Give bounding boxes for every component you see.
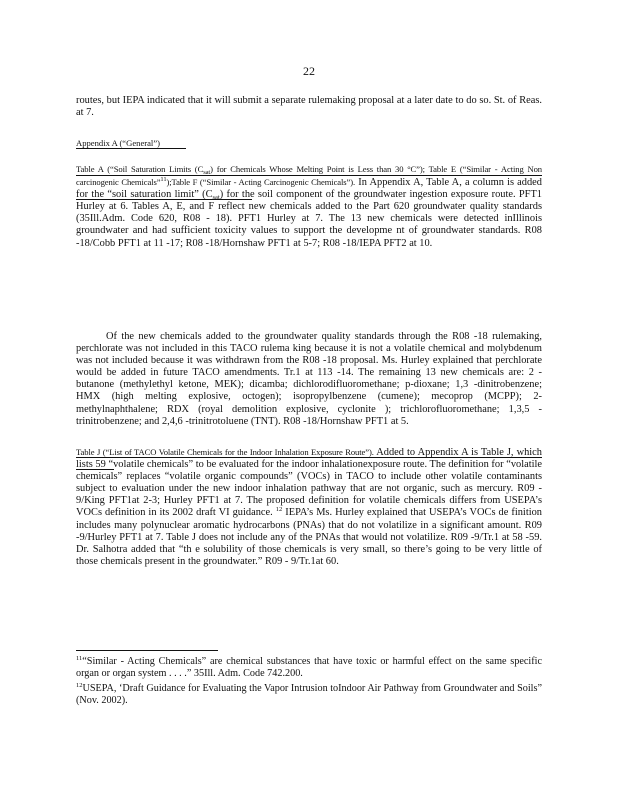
table-a-title-underline-2 (76, 199, 252, 200)
paragraph-new-chemicals: Of the new chemicals added to the groundwater quality standards through the R08 -18 rulemaking, perchlorate was not included in this TACO rulema king because it is not a volatile chemical and molybdenum was not included because it was withdrawn from the R08 -18 proposal. Ms. Hurley explained that perchlorate would be added in future TACO amendments. Tr.1 at 113 -14. The remaining 13 new chemicals are: 2 -butanone (methylethyl ketone, MEK); dicamba; dichlorodifluoromethane; p-dioxane; 1,3 -dinitrobenzene; HMX (high melting explosive, octogen); isopropylbenzene (cumene); mecoprop (MCPP); 2-methylnaphthalene; RDX (royal demolition explosive, cyclonite ); trichlorofluoromethane; 1,3,5 -trinitrobenzene; and 2,4,6 -trinitrotoluene (TNT). R08 -18/Hornshaw PFT1 at 5. (76, 331, 542, 427)
table-j-title-underline-1 (76, 457, 542, 458)
footnote-11 (76, 656, 542, 679)
footnote-12-mark: 12 (76, 682, 83, 689)
appendix-a-heading (76, 138, 160, 148)
footnote-12-text: USEPA, ‘Draft Guidance for Evaluating the Vapor Intrusion toIndoor Air Pathway from Groundwater and Soils” (Nov. 2002). (76, 683, 542, 706)
table-a-text-part2: ) for the soil component of the groundwater ingestion exposure route. PFT1 Hurley at 6. Tables A, E, and F reflect new chemicals added to the Part 620 groundwater quality standards (35Ill.Adm. Code 620, R08 - 18). PFT1 Hurley at 7. The 13 new chemicals were detected inIllinois groundwater and had sufficient toxicity values to support the developme nt of groundwater standards. R08 -18/Cobb PFT1 at 11 -17; R08 -18/Hornshaw PFT1 at 5-7; R08 -18/IEPA PFT2 at 10. (76, 189, 542, 249)
table-j-text-part1: Added to Appendix A is Table J, which lists 59 “volatile chemicals” to be evaluated for the indoor inhalationexposure route. The definition for “volatile chemicals” replaces “volatile organic compounds” (VOCs) in TACO to include other volatile contaminants subject to evaluation under the new indoor inhalation pathway that are not organic, such as mercury. R09 - 9/King PFT1at 2-3; Hurley PFT1 at 7. The proposed definition for volatile chemicals differs from USEPA’s VOCs definition in its 2002 draft VI guidance. (76, 447, 542, 519)
footnote-11-mark: 11 (76, 655, 83, 662)
appendix-a-underline (76, 148, 186, 149)
appendix-a-heading-text: Appendix A (“General”) (76, 138, 160, 148)
table-j-text-part2: IEPA’s Ms. Hurley explained that USEPA’s VOCs de finition includes many polynuclear aromatic hydrocarbons (PNAs) that do not volatilize in a significant amount. R09 -9/Hurley PFT1 at 7. Table J does not include any of the PNAs that would not volatilize. R09 -9/Tr.1 at 58 -59. Dr. Salhotra added that “th e solubility of those chemicals is very small, so there’s going to be very little of those chemicals present in the groundwater.” R09 - 9/Tr.1at 60. (76, 507, 542, 567)
footnote-11-text: “Similar - Acting Chemicals” are chemical substances that have toxic or harmful effect on the same specific organ or organ system . . . .” 35Ill. Adm. Code 742.200. (76, 656, 542, 679)
footnote-ref-11: 11 (160, 176, 167, 184)
table-a-text-part1: In Appendix A, Table A, a column is added for the “soil saturation limit” (C (76, 177, 542, 201)
table-a-title-sub: sat (203, 169, 211, 176)
table-a-text-sub: sat (212, 194, 220, 202)
footnote-separator (76, 650, 218, 651)
table-a-title-underline-1 (76, 175, 542, 176)
table-j-title: Table J (“List of TACO Volatile Chemicals for the Indoor Inhalation Exposure Route”). (76, 447, 374, 457)
paragraph-table-j (76, 446, 542, 568)
table-a-title-part1: Table A (“Soil Saturation Limits (C (76, 164, 204, 174)
footnote-ref-12: 12 (275, 506, 283, 514)
table-a-title-part2: ) for Chemicals Whose Melting Point is Less than 30 °C”); Table E (“Similar - Acting Non carcinogenic Chemicals” (76, 164, 542, 188)
page-number: 22 (303, 64, 315, 78)
paragraph-intro: routes, but IEPA indicated that it will submit a separate rulemaking proposal at a later date to do so. St. of Reas. at 7. (76, 95, 542, 119)
table-a-title-part3: );Table F (“Similar - Acting Carcinogenic Chemicals”). (166, 177, 356, 188)
table-j-title-underline-2 (76, 469, 114, 470)
footnote-12 (76, 683, 542, 706)
